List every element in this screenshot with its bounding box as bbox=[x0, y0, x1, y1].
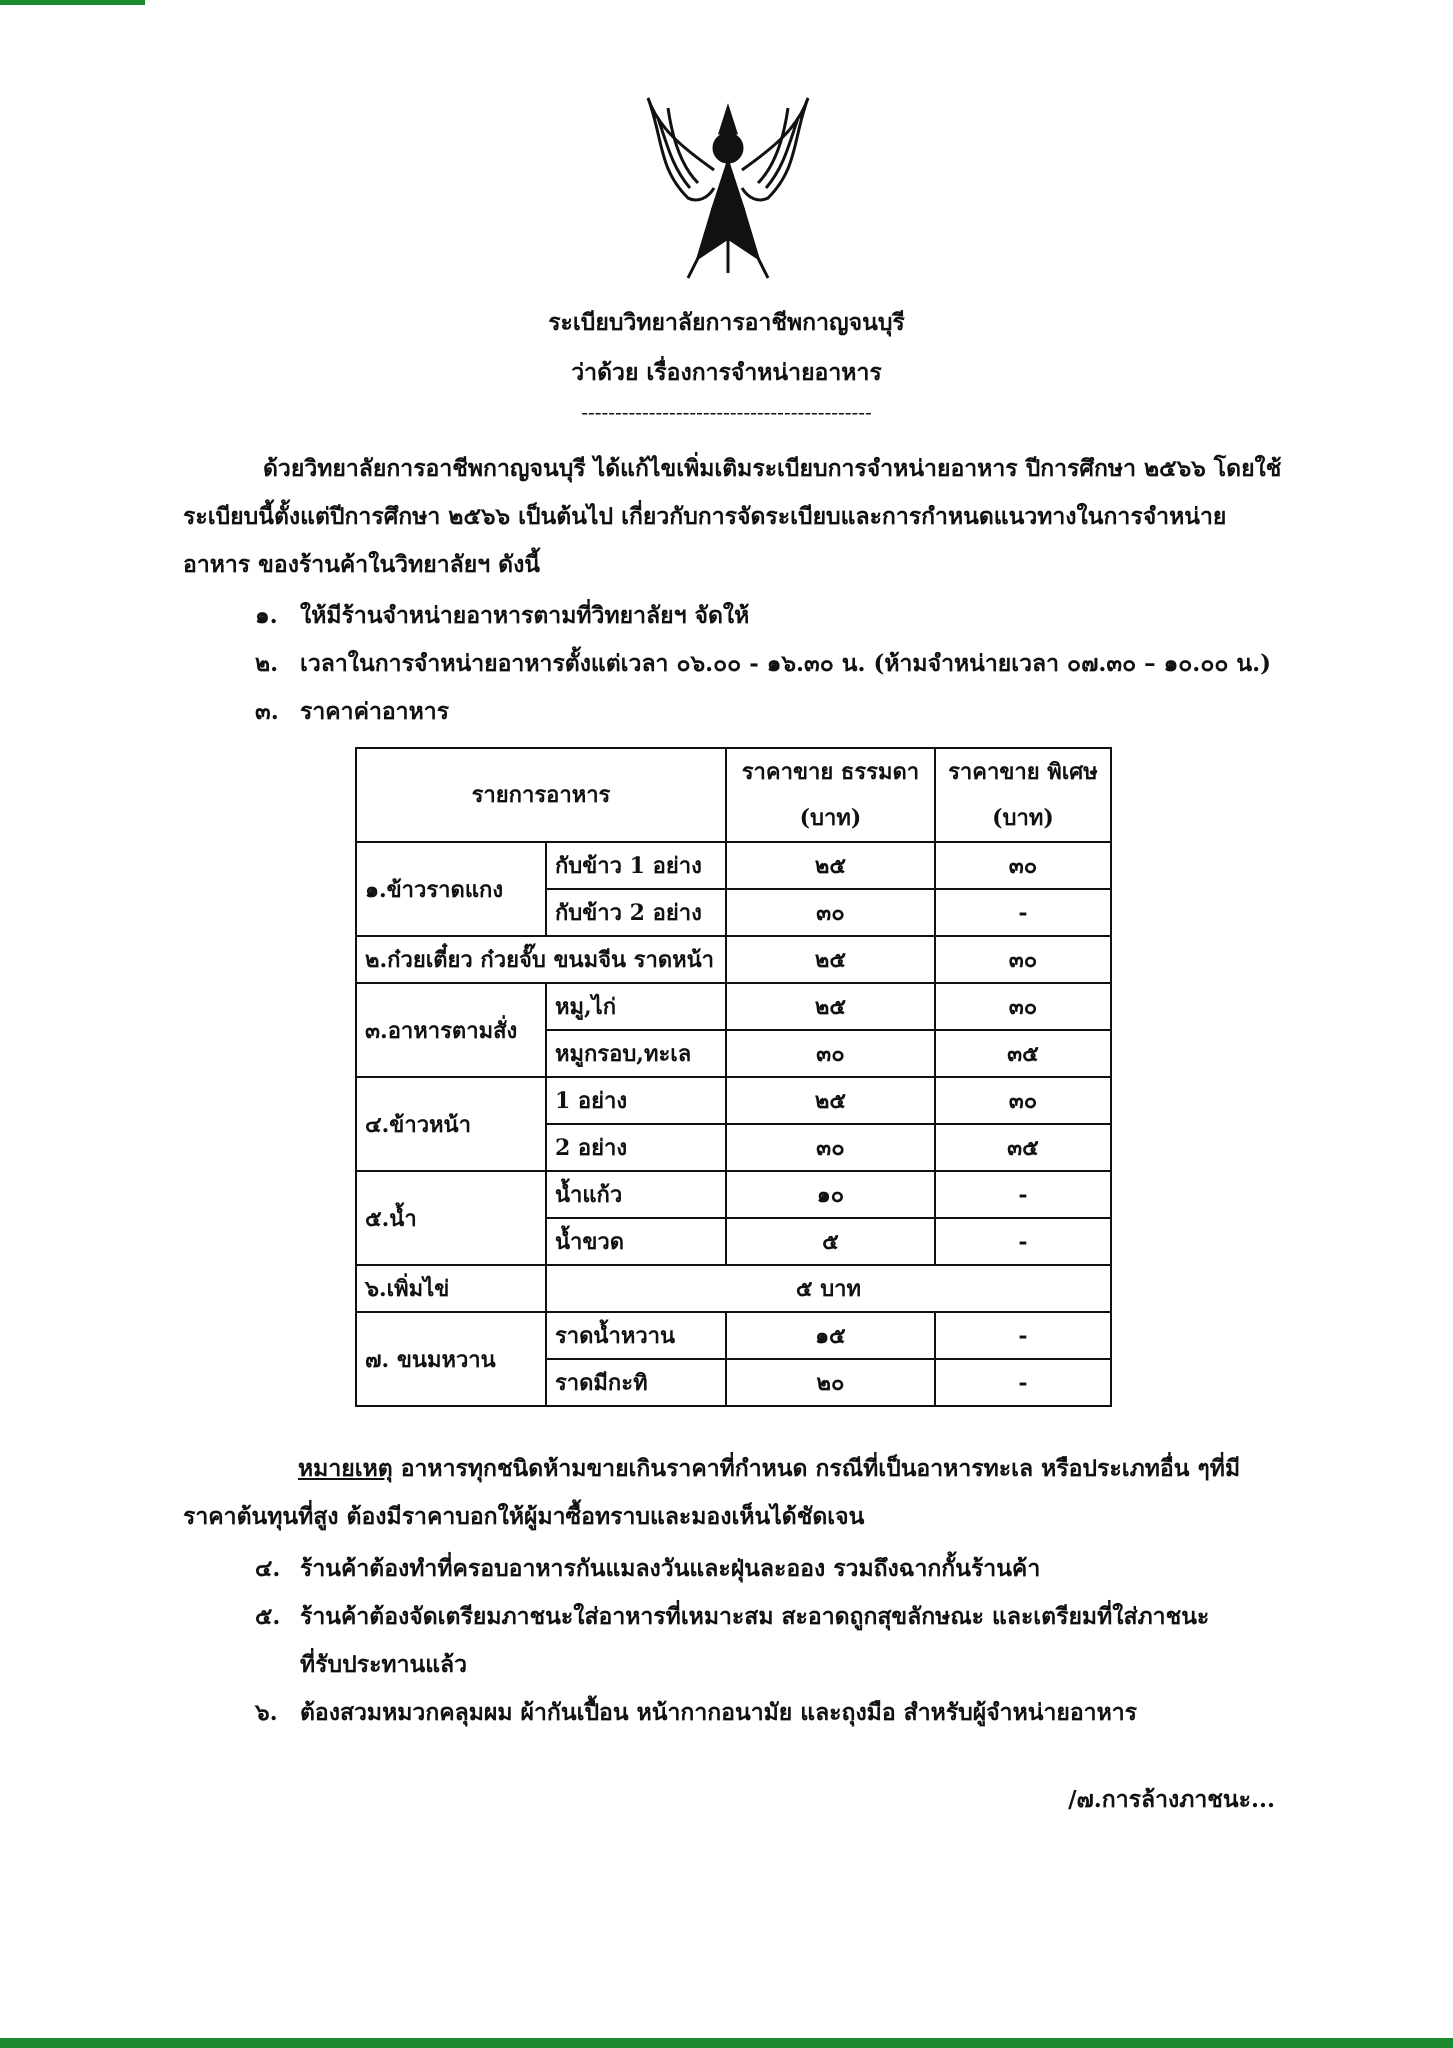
bottom-accent-bar bbox=[0, 2038, 1453, 2048]
top-accent-bar bbox=[0, 0, 145, 5]
table-row: น้ำขวด ๕ - bbox=[356, 1218, 1111, 1265]
note-paragraph: หมายเหตุ อาหารทุกชนิดห้ามขายเกินราคาที่กำหนด กรณีที่เป็นอาหารทะเล หรือประเภทอื่น ๆที่มีราคาต้นทุนที่สูง ต้องมีราคาบอกให้ผู้มาซื้อทราบและมองเห็นได้ชัดเจน bbox=[183, 1455, 1241, 1530]
table-row: ๕.น้ำ น้ำแก้ว ๑๐ - bbox=[356, 1171, 1111, 1218]
table-row: ๑.ข้าวราดแกง กับข้าว 1 อย่าง ๒๕ ๓๐ bbox=[356, 842, 1111, 889]
note-label: หมายเหตุ bbox=[298, 1455, 393, 1482]
table-row: กับข้าว 2 อย่าง ๓๐ - bbox=[356, 889, 1111, 936]
regulation-title: ระเบียบวิทยาลัยการอาชีพกาญจนบุรี bbox=[548, 309, 905, 336]
table-row: ๒.ก๋วยเตี๋ยว ก๋วยจั๊บ ขนมจีน ราดหน้า ๒๕ ๓๐ bbox=[356, 936, 1111, 983]
header-normal-price: ราคาขาย ธรรมดา (บาท) bbox=[726, 748, 935, 842]
garuda-emblem-icon bbox=[628, 88, 828, 288]
table-row: ๗. ขนมหวาน ราดน้ำหวาน ๑๕ - bbox=[356, 1312, 1111, 1359]
header-special-price: ราคาขาย พิเศษ (บาท) bbox=[935, 748, 1111, 842]
table-row: ๔.ข้าวหน้า 1 อย่าง ๒๕ ๓๐ bbox=[356, 1077, 1111, 1124]
continuation-note: /๗.การล้างภาชนะ... bbox=[1068, 1786, 1275, 1813]
table-row: ๖.เพิ่มไข่ ๕ บาท bbox=[356, 1265, 1111, 1312]
header-food-item: รายการอาหาร bbox=[356, 748, 726, 842]
table-row: ราดมีกะทิ ๒๐ - bbox=[356, 1359, 1111, 1406]
intro-paragraph: ด้วยวิทยาลัยการอาชีพกาญจนบุรี ได้แก้ไขเพิ่มเติมระเบียบการจำหน่ายอาหาร ปีการศึกษา ๒๕๖๖ โดยใช้ระเบียบนี้ตั้งแต่ปีการศึกษา ๒๕๖๖ เป็นต้นไป เกี่ยวกับการจัดระเบียบและการกำหนดแนวทางในการจำหน่ายอาหาร ของร้านค้าในวิทยาลัยฯ ดังนี้ bbox=[183, 455, 1282, 578]
price-table bbox=[355, 747, 1112, 1407]
title-separator: ------------------------------------------- bbox=[581, 400, 872, 424]
table-row: ๓.อาหารตามสั่ง หมู,ไก่ ๒๕ ๓๐ bbox=[356, 983, 1111, 1030]
table-header-row bbox=[356, 748, 1111, 842]
table-row: หมูกรอบ,ทะเล ๓๐ ๓๕ bbox=[356, 1030, 1111, 1077]
table-row: 2 อย่าง ๓๐ ๓๕ bbox=[356, 1124, 1111, 1171]
regulation-subject: ว่าด้วย เรื่องการจำหน่ายอาหาร bbox=[571, 359, 882, 386]
